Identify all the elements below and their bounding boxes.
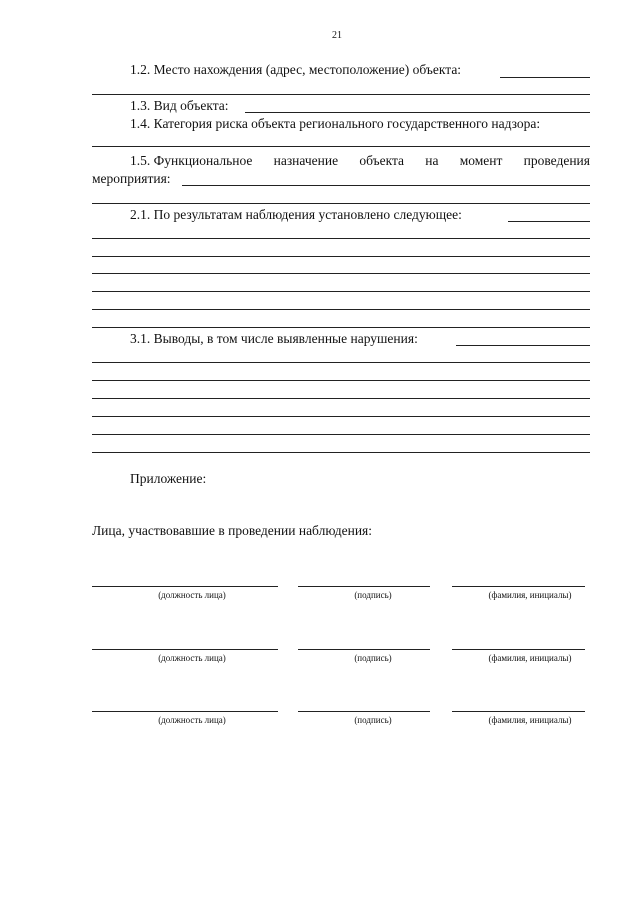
position-caption: (должность лица): [158, 653, 226, 663]
conclusions-field-line[interactable]: [92, 398, 590, 399]
item-object-type-label: 1.3. Вид объекта:: [130, 98, 229, 113]
position-caption: (должность лица): [158, 590, 226, 600]
purpose-word: 1.5. Функциональное: [130, 153, 253, 168]
item-location-label: 1.2. Место нахождения (адрес, местоположение) объекта:: [130, 62, 462, 77]
conclusions-field-line[interactable]: [92, 362, 590, 363]
item-risk-category-label: 1.4. Категория риска объекта регионального государственного надзора:: [130, 116, 541, 131]
name-caption: (фамилия, инициалы): [488, 715, 572, 725]
purpose-word: на: [425, 153, 439, 168]
item-observation-label: 2.1. По результатам наблюдения установлено следующее:: [130, 207, 462, 222]
name-field-line[interactable]: [452, 586, 585, 587]
object-type-field-line[interactable]: [245, 112, 590, 113]
conclusions-field-line[interactable]: [92, 452, 590, 453]
purpose-word: объекта: [359, 153, 405, 168]
purpose-word: назначение: [273, 153, 339, 168]
observation-field-line[interactable]: [508, 221, 590, 222]
position-field-line[interactable]: [92, 649, 278, 650]
conclusions-field-line[interactable]: [456, 345, 590, 346]
signature-caption: (подпись): [354, 653, 392, 663]
observation-field-line[interactable]: [92, 327, 590, 328]
purpose-word: момент: [459, 153, 503, 168]
observation-field-line[interactable]: [92, 291, 590, 292]
signature-field-line[interactable]: [298, 586, 430, 587]
name-field-line[interactable]: [452, 711, 585, 712]
observation-field-line[interactable]: [92, 309, 590, 310]
item-purpose-continuation: мероприятия:: [92, 171, 171, 186]
purpose-field-line[interactable]: [182, 185, 590, 186]
signature-caption: (подпись): [354, 590, 392, 600]
name-field-line[interactable]: [452, 649, 585, 650]
location-field-line-2[interactable]: [92, 94, 590, 95]
observation-field-line[interactable]: [92, 238, 590, 239]
risk-category-field-line[interactable]: [92, 146, 590, 147]
conclusions-field-line[interactable]: [92, 416, 590, 417]
location-field-line[interactable]: [500, 77, 590, 78]
signature-field-line[interactable]: [298, 711, 430, 712]
page-number: 21: [332, 30, 342, 41]
item-conclusions-label: 3.1. Выводы, в том числе выявленные нарушения:: [130, 331, 418, 346]
appendix-label: Приложение:: [130, 471, 207, 486]
purpose-field-line-2[interactable]: [92, 203, 590, 204]
signature-caption: (подпись): [354, 715, 392, 725]
observation-field-line[interactable]: [92, 273, 590, 274]
participants-label: Лица, участвовавшие в проведении наблюдения:: [92, 523, 372, 538]
conclusions-field-line[interactable]: [92, 380, 590, 381]
item-purpose-row: [130, 153, 590, 169]
name-caption: (фамилия, инициалы): [488, 653, 572, 663]
signature-field-line[interactable]: [298, 649, 430, 650]
position-field-line[interactable]: [92, 711, 278, 712]
position-field-line[interactable]: [92, 586, 278, 587]
purpose-word: проведения: [523, 153, 590, 168]
observation-field-line[interactable]: [92, 256, 590, 257]
name-caption: (фамилия, инициалы): [488, 590, 572, 600]
position-caption: (должность лица): [158, 715, 226, 725]
conclusions-field-line[interactable]: [92, 434, 590, 435]
